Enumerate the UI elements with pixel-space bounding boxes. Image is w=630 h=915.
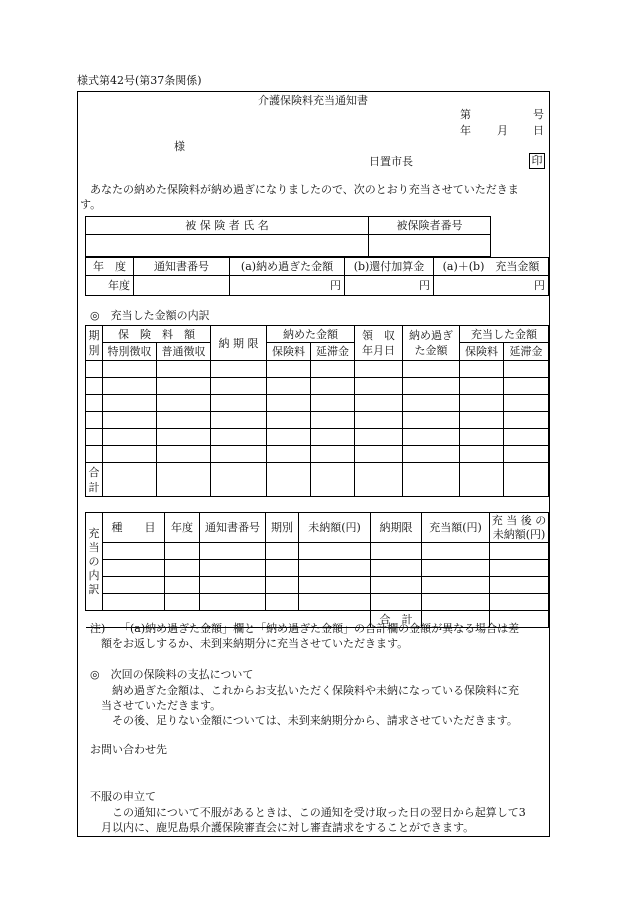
table-row — [86, 543, 549, 560]
refund-header-overpaid: (a)納め過ぎた金額 — [230, 258, 345, 276]
date-month: 月 — [497, 124, 508, 137]
issuer-mayor: 日置市長 — [369, 155, 413, 168]
allocation-total-label: 合 計 — [371, 611, 422, 628]
page-title: 介護保険料充当通知書 — [258, 94, 368, 107]
insured-number-cell — [369, 235, 491, 257]
allocation-due-header: 納期限 — [371, 513, 422, 543]
allocation-notice-header: 通知書番号 — [200, 513, 266, 543]
appeal-title: 不服の申立て — [90, 790, 156, 803]
allocation-period-header: 期別 — [266, 513, 299, 543]
table-row — [86, 577, 549, 594]
refund-addition-cell: 円 — [345, 276, 434, 296]
table-row — [86, 395, 549, 412]
allocation-applied-header: 充当額(円) — [422, 513, 490, 543]
breakdown-table — [85, 325, 549, 497]
note-label: 注) — [90, 622, 106, 635]
date-year: 年 — [460, 124, 471, 137]
breakdown-paid-late-header: 延滞金 — [311, 343, 355, 361]
form-number: 様式第42号(第37条関係) — [77, 74, 202, 87]
breakdown-due-header: 納 期 限 — [211, 326, 267, 361]
refund-overpaid-cell: 円 — [230, 276, 345, 296]
intro-line-1: あなたの納めた保険料が納め過ぎになりましたので、次のとおり充当させていただきま — [90, 183, 519, 196]
refund-table — [85, 257, 549, 296]
appeal-line-1: この通知について不服があるときは、この通知を受け取った日の翌日から起算して3 — [112, 806, 526, 819]
refund-year-cell: 年度 — [86, 276, 134, 296]
appeal-line-2: 月以内に、鹿児島県介護保険審査会に対し審査請求をすることができます。 — [101, 821, 475, 834]
refund-header-total: (a)＋(b) 充当金額 — [434, 258, 549, 276]
refund-header-addition: (b)還付加算金 — [345, 258, 434, 276]
insured-name-cell — [86, 235, 369, 257]
note-line-1: 「(a)納め過ぎた金額」欄と「納め過ぎた金額」の合計欄の金額が異なる場合は差 — [119, 622, 520, 635]
table-row — [86, 463, 549, 497]
allocation-year-header: 年度 — [165, 513, 200, 543]
breakdown-paid-premium-header: 保険料 — [267, 343, 311, 361]
breakdown-applied-late-header: 延滞金 — [504, 343, 549, 361]
allocation-unpaid-header: 未納額(円) — [299, 513, 371, 543]
number-prefix: 第 — [460, 108, 471, 121]
insured-name-header: 被 保 険 者 氏 名 — [86, 217, 369, 235]
refund-notice-cell — [134, 276, 230, 296]
table-row — [86, 446, 549, 463]
seal-mark: 印 — [529, 153, 545, 169]
intro-line-2: す。 — [80, 198, 102, 211]
table-row — [86, 429, 549, 446]
breakdown-normal-header: 普通徴収 — [157, 343, 211, 361]
next-payment-title: ◎ 次回の保険料の支払について — [90, 668, 254, 681]
table-row — [86, 361, 549, 378]
table-row — [86, 412, 549, 429]
refund-total-cell: 円 — [434, 276, 549, 296]
next-payment-line-2: 当させていただきます。 — [101, 699, 222, 712]
insured-table — [85, 216, 491, 257]
recipient-honorific: 様 — [174, 140, 185, 153]
breakdown-period-header: 期別 — [86, 326, 103, 361]
table-row — [86, 378, 549, 395]
table-row — [86, 594, 549, 611]
allocation-after-header: 充 当 後 の 未納額(円) — [490, 513, 549, 543]
allocation-item-header: 種 目 — [103, 513, 165, 543]
allocation-table — [85, 512, 549, 628]
breakdown-applied-premium-header: 保険料 — [460, 343, 504, 361]
table-row — [86, 560, 549, 577]
next-payment-line-3: その後、足りない金額については、未到来納期分から、請求させていただきます。 — [112, 714, 518, 727]
breakdown-paid-header: 納めた金額 — [267, 326, 355, 343]
breakdown-receipt-header: 領 収 年月日 — [355, 326, 403, 361]
breakdown-special-header: 特別徴収 — [103, 343, 157, 361]
next-payment-line-1: 納め過ぎた金額は、これからお支払いただく保険料や未納になっている保険料に充 — [112, 684, 519, 697]
note-line-2: 額をお返しするか、未到来納期分に充当させていただきます。 — [101, 637, 409, 650]
allocation-side-label: 充当の内訳 — [86, 513, 103, 611]
breakdown-premium-header: 保 険 料 額 — [103, 326, 211, 343]
breakdown-total-label: 合計 — [86, 463, 103, 497]
breakdown-applied-header: 充当した金額 — [460, 326, 549, 343]
breakdown-over-header: 納め過ぎ た金額 — [403, 326, 460, 361]
date-day: 日 — [533, 124, 544, 137]
number-suffix: 号 — [533, 108, 544, 121]
insured-number-header: 被保険者番号 — [369, 217, 491, 235]
contact-label: お問い合わせ先 — [90, 743, 167, 756]
refund-header-notice: 通知書番号 — [134, 258, 230, 276]
refund-header-year: 年 度 — [86, 258, 134, 276]
breakdown-title: ◎ 充当した金額の内訳 — [90, 309, 210, 322]
